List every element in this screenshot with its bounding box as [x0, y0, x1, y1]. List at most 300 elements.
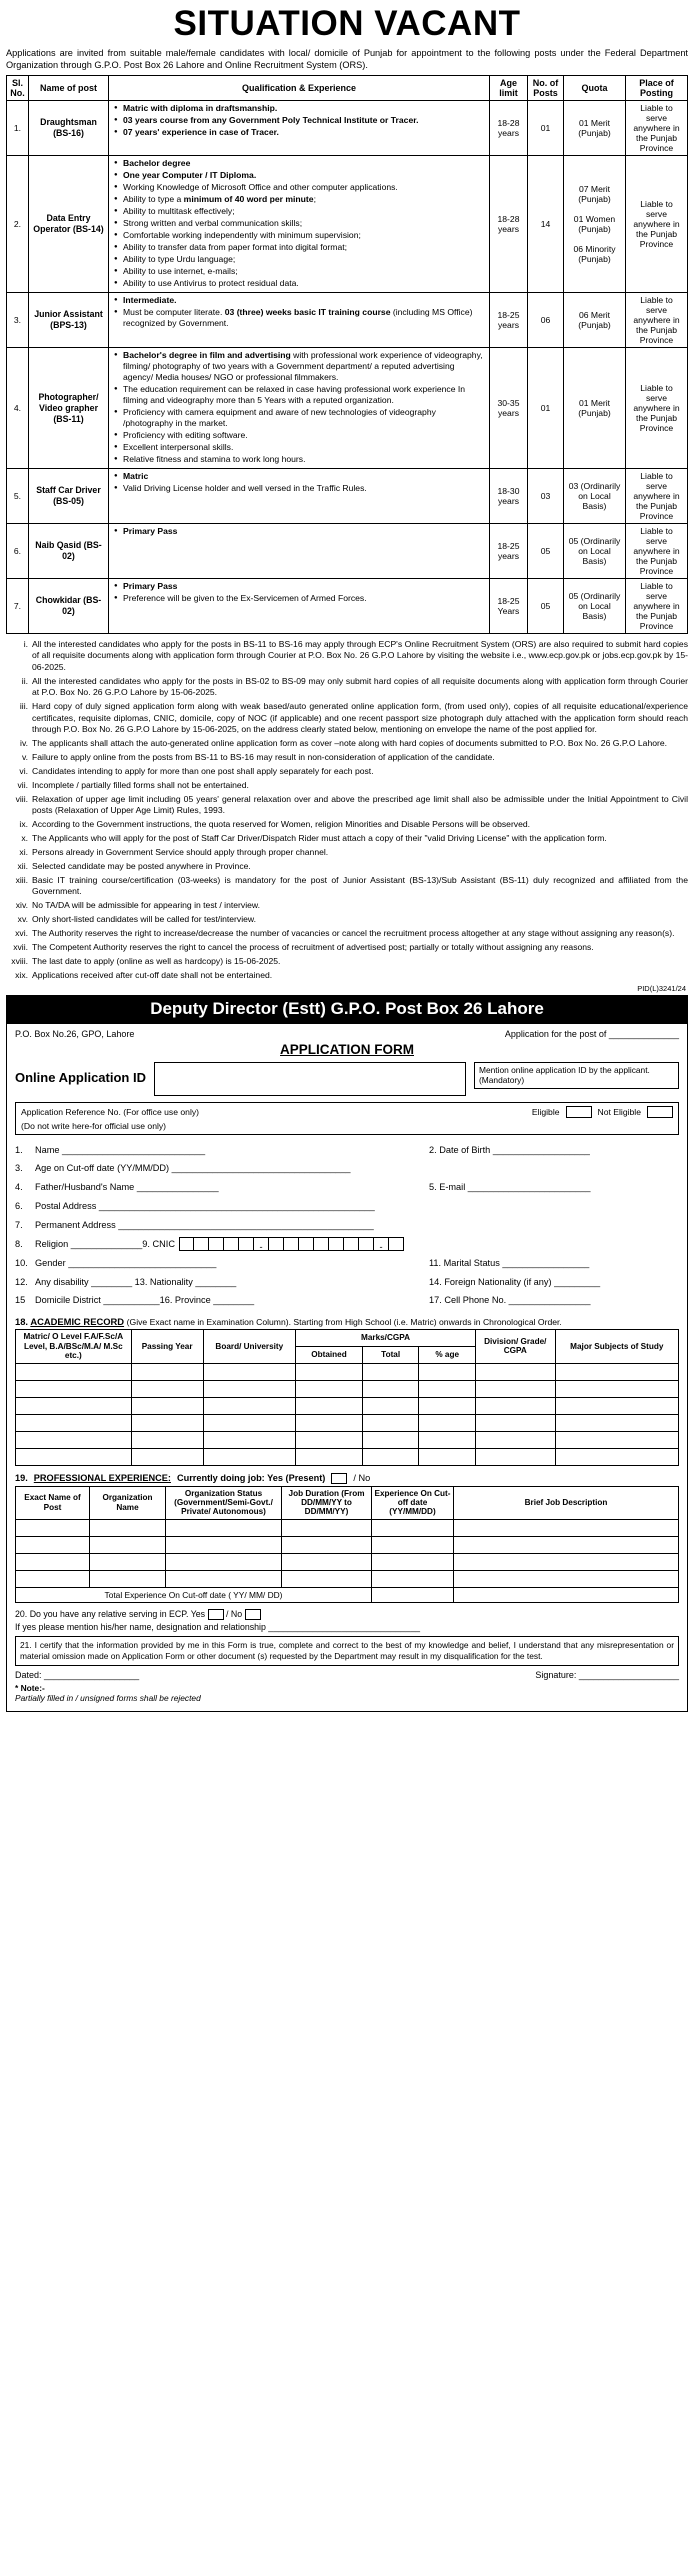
cell-no-of-posts: 01	[528, 101, 564, 156]
cnic-digit-box[interactable]	[329, 1237, 344, 1251]
field-right[interactable]: 17. Cell Phone No. ________________	[429, 1295, 591, 1306]
cell-no-of-posts: 01	[528, 348, 564, 469]
footer-note-label: * Note:-	[15, 1683, 45, 1694]
terms-and-conditions-list	[6, 639, 688, 981]
input-cell[interactable]	[90, 1553, 166, 1570]
qualification-item: ● 03 years course from any Government Poly Technical Institute or Tracer.	[123, 115, 486, 126]
academic-record-number: 18.	[15, 1316, 29, 1328]
condition-item: xiv. No TA/DA will be admissible for appearing in test / interview.	[32, 900, 688, 911]
form-field-row	[15, 1235, 679, 1254]
q20-text: Do you have any relative serving in ECP. Yes	[29, 1608, 206, 1619]
input-cell[interactable]	[296, 1448, 363, 1465]
input-cell[interactable]	[419, 1363, 476, 1380]
total-experience-value[interactable]	[372, 1587, 454, 1602]
field-left[interactable]: Age on Cut-off date (YY/MM/DD) ___________________________________	[35, 1163, 351, 1174]
intro-paragraph: Applications are invited from suitable male/female candidates with local/ domicile of Punjab for appointment to the following posts under the Federal Department Organization through G.P.O. Post Box 26 Lahore and Online Recruitment System (ORS).	[6, 47, 688, 70]
input-cell[interactable]	[419, 1448, 476, 1465]
cell-place-of-posting: Liable to serve anywhere in the Punjab Province	[626, 469, 688, 524]
qualification-item: ● Matric with diploma in draftsmanship.	[123, 103, 486, 114]
cell-post-name: Chowkidar (BS-02)	[29, 579, 109, 634]
qualification-item: ● Intermediate.	[123, 295, 486, 306]
qualification-item: ● Bachelor's degree in film and advertising with professional work experience of videography, filming/ photography of two years with a Government department/ a reputed advertising agency/ Media houses/ NGO or professional filmmakers.	[123, 350, 486, 383]
cell-post-name: Data Entry Operator (BS-14)	[29, 156, 109, 293]
field-left[interactable]: Name ____________________________	[35, 1144, 206, 1155]
input-cell[interactable]	[282, 1570, 372, 1587]
cell-quota: 05 (Ordinarily on Local Basis)	[564, 579, 626, 634]
cell-no-of-posts: 05	[528, 579, 564, 634]
q20-sub: If yes please mention his/her name, designation and relationship _______________________________	[15, 1621, 420, 1632]
col-marks-percentage: % age	[419, 1346, 476, 1363]
certification-text: I certify that the information provided by me in this Form is true, complete and correct to the best of my knowledge and belief, I understand that any misrepresentation or material omission made on Application Form or other document (s) requested by the Department may result in my disqualification for the test.	[20, 1640, 674, 1662]
col-organization-name: Organization Name	[90, 1486, 166, 1519]
academic-row[interactable]	[16, 1448, 679, 1465]
vacancy-table	[6, 75, 688, 634]
cnic-digit-box[interactable]	[299, 1237, 314, 1251]
input-cell[interactable]	[555, 1380, 678, 1397]
condition-item: xii. Selected candidate may be posted anywhere in Province.	[32, 861, 688, 872]
condition-number: xvi.	[15, 927, 28, 938]
cell-age-limit: 18-25 years	[490, 524, 528, 579]
table-row	[7, 293, 688, 348]
cell-quota: 03 (Ordinarily on Local Basis)	[564, 469, 626, 524]
field-left[interactable]: Any disability ________ 13. Nationality ________	[35, 1276, 237, 1287]
experience-row[interactable]	[16, 1536, 679, 1553]
condition-item: xix. Applications received after cut-off date shall not be entertained.	[32, 970, 688, 981]
academic-row[interactable]	[16, 1431, 679, 1448]
input-cell[interactable]	[296, 1397, 363, 1414]
qualification-item: ● Preference will be given to the Ex-Servicemen of Armed Forces.	[123, 593, 486, 604]
cell-sl-no: 4.	[7, 348, 29, 469]
condition-item: viii. Relaxation of upper age limit including 05 years' general relaxation over and above the prescribed age limit shall also be admissible under the Initial Appointment to Civil posts (Relaxation of Upper Age Limit) Rules, 1993.	[32, 794, 688, 817]
input-cell[interactable]	[362, 1380, 419, 1397]
condition-number: xi.	[19, 846, 28, 857]
condition-number: ix.	[19, 818, 28, 829]
col-board-university: Board/ University	[203, 1330, 296, 1363]
page-title: SITUATION VACANT	[173, 4, 521, 43]
cnic-dash: -	[254, 1237, 269, 1251]
input-cell[interactable]	[475, 1414, 555, 1431]
field-right[interactable]: 5. E-mail ________________________	[429, 1182, 591, 1193]
condition-item: xv. Only short-listed candidates will be called for test/interview.	[32, 914, 688, 925]
input-cell[interactable]	[372, 1519, 454, 1536]
input-cell[interactable]	[419, 1397, 476, 1414]
qualification-item: ● Excellent interpersonal skills.	[123, 442, 486, 453]
condition-number: i.	[23, 639, 28, 650]
cell-age-limit: 18-28 years	[490, 156, 528, 293]
input-cell[interactable]	[475, 1397, 555, 1414]
experience-row[interactable]	[16, 1519, 679, 1536]
input-cell[interactable]	[16, 1414, 132, 1431]
condition-item: ii. All the interested candidates who apply for the posts in BS-02 to BS-09 may only submit hard copies of all requisite documents along with application form through Courier at P.O. Box No. 26 G.P.O Lahore by 15-06-2025.	[32, 676, 688, 699]
field-right[interactable]: 11. Marital Status _________________	[429, 1257, 590, 1268]
input-cell[interactable]	[131, 1397, 203, 1414]
not-eligible-checkbox[interactable]	[647, 1106, 673, 1118]
field-left[interactable]: Father/Husband's Name ________________	[35, 1182, 219, 1193]
input-cell[interactable]	[555, 1397, 678, 1414]
input-cell[interactable]	[16, 1431, 132, 1448]
input-cell[interactable]	[203, 1431, 296, 1448]
cell-qualification	[109, 524, 490, 579]
col-marks-obtained: Obtained	[296, 1346, 363, 1363]
condition-number: x.	[21, 832, 28, 843]
input-cell[interactable]	[16, 1397, 132, 1414]
col-no-of-posts: No. of Posts	[528, 76, 564, 101]
input-cell[interactable]	[419, 1414, 476, 1431]
field-left[interactable]: Permanent Address __________________________________________________	[35, 1219, 374, 1230]
col-qualification: Qualification & Experience	[109, 76, 490, 101]
cell-age-limit: 18-30 years	[490, 469, 528, 524]
input-cell[interactable]	[372, 1536, 454, 1553]
cell-no-of-posts: 03	[528, 469, 564, 524]
input-cell[interactable]	[419, 1431, 476, 1448]
condition-item: xviii. The last date to apply (online as well as hardcopy) is 15-06-2025.	[32, 956, 688, 967]
cnic-digit-box[interactable]	[284, 1237, 299, 1251]
professional-experience-heading	[15, 1473, 679, 1484]
input-cell[interactable]	[131, 1363, 203, 1380]
input-cell[interactable]	[16, 1363, 132, 1380]
condition-number: xv.	[17, 913, 28, 924]
cell-sl-no: 2.	[7, 156, 29, 293]
field-number: 8.	[15, 1238, 23, 1249]
col-passing-year: Passing Year	[131, 1330, 203, 1363]
cell-place-of-posting: Liable to serve anywhere in the Punjab Province	[626, 156, 688, 293]
qualification-item: ● Primary Pass	[123, 526, 486, 537]
col-name-of-post: Name of post	[29, 76, 109, 101]
field-number: 7.	[15, 1219, 23, 1230]
input-cell[interactable]	[16, 1519, 90, 1536]
cell-post-name: Staff Car Driver (BS-05)	[29, 469, 109, 524]
cell-qualification	[109, 101, 490, 156]
cell-post-name: Photographer/ Video grapher (BS-11)	[29, 348, 109, 469]
col-major-subjects: Major Subjects of Study	[555, 1330, 678, 1363]
currently-doing-job-checkbox[interactable]	[331, 1473, 347, 1484]
input-cell[interactable]	[16, 1570, 90, 1587]
qualification-item: ● Valid Driving License holder and well versed in the Traffic Rules.	[123, 483, 486, 494]
cnic-digit-box[interactable]	[239, 1237, 254, 1251]
qualification-item: ● Ability to multitask effectively;	[123, 206, 486, 217]
input-cell[interactable]	[166, 1519, 282, 1536]
form-field-row	[15, 1216, 679, 1235]
cnic-digit-box[interactable]	[179, 1237, 194, 1251]
currently-doing-job-label: Currently doing job: Yes (Present)	[176, 1473, 326, 1483]
condition-item: iv. The applicants shall attach the auto-generated online application form as cover –note along with hard copies of documents submitted to P.O. Box No. 26 G.P.O Lahore.	[32, 738, 688, 749]
academic-record-label: ACADEMIC RECORD	[30, 1316, 125, 1328]
cell-age-limit: 18-28 years	[490, 101, 528, 156]
condition-number: vi.	[19, 765, 28, 776]
q20-number: 20.	[15, 1608, 28, 1619]
input-cell[interactable]	[203, 1363, 296, 1380]
condition-number: xiii.	[15, 874, 28, 885]
input-cell[interactable]	[296, 1363, 363, 1380]
col-marks-total: Total	[362, 1346, 419, 1363]
qualification-item: ● Comfortable working independently with minimum supervision;	[123, 230, 486, 241]
cnic-digit-box[interactable]	[209, 1237, 224, 1251]
cell-place-of-posting: Liable to serve anywhere in the Punjab Province	[626, 579, 688, 634]
input-cell[interactable]	[296, 1380, 363, 1397]
table-header-row	[7, 76, 688, 101]
input-cell[interactable]	[282, 1519, 372, 1536]
col-age-limit: Age limit	[490, 76, 528, 101]
input-cell[interactable]	[362, 1431, 419, 1448]
input-cell[interactable]	[454, 1553, 679, 1570]
certification-number: 21.	[20, 1640, 32, 1651]
total-experience-extra[interactable]	[454, 1587, 679, 1602]
application-reference-block	[15, 1102, 679, 1135]
condition-item: xvi. The Authority reserves the right to increase/decrease the number of vacancies or cancel the recruitment process altogether at any stage without assigning any reason(s).	[32, 928, 688, 939]
online-application-id-note: Mention online application ID by the applicant. (Mandatory)	[474, 1062, 679, 1089]
signature-field[interactable]: Signature: ____________________	[535, 1670, 679, 1681]
qualification-item: ● One year Computer / IT Diploma.	[123, 170, 486, 181]
condition-item: iii. Hard copy of duly signed application form along with weak based/auto generated online application form, (from used only), copies of all requisite educational/experience certificates, requisite diplomas, CNIC, domicile, copy of NOC (if applicable) and one recent passport size photograph duly attached with the application form should reach through P.O. Box No. 26 G.P.O Lahore by 15-06-2025, on the address clearly stated below, mentioning on envelope the name of the post applied for.	[32, 701, 688, 735]
field-number: 12.	[15, 1276, 28, 1287]
application-reference-label: Application Reference No. (For office use only)	[21, 1106, 200, 1117]
cell-sl-no: 5.	[7, 469, 29, 524]
condition-number: xii.	[17, 860, 28, 871]
table-row	[7, 156, 688, 293]
cell-age-limit: 18-25 Years	[490, 579, 528, 634]
input-cell[interactable]	[203, 1414, 296, 1431]
pid-reference-code: PID(L)3241/24	[637, 983, 686, 993]
col-organization-status: Organization Status (Government/Semi-Govt./ Private/ Autonomous)	[166, 1486, 282, 1519]
input-cell[interactable]	[475, 1380, 555, 1397]
form-field-row	[15, 1197, 679, 1216]
field-left[interactable]: Domicile District ___________16. Province ________	[35, 1295, 255, 1306]
input-cell[interactable]	[475, 1363, 555, 1380]
q20-no: / No	[226, 1608, 243, 1619]
qualification-item: ● Proficiency with editing software.	[123, 430, 486, 441]
col-division-grade: Division/ Grade/ CGPA	[475, 1330, 555, 1363]
qualification-item: ● Matric	[123, 471, 486, 482]
address-bar: Deputy Director (Estt) G.P.O. Post Box 26 Lahore	[6, 995, 688, 1024]
qualification-item: ● Must be computer literate. 03 (three) weeks basic IT training course (including MS Office) recognized by Government.	[123, 307, 486, 329]
academic-row[interactable]	[16, 1380, 679, 1397]
form-field-row	[15, 1159, 679, 1178]
input-cell[interactable]	[296, 1414, 363, 1431]
academic-record-table	[15, 1329, 679, 1465]
input-cell[interactable]	[362, 1448, 419, 1465]
input-cell[interactable]	[90, 1570, 166, 1587]
table-row	[7, 469, 688, 524]
application-form	[6, 1024, 688, 1713]
cell-no-of-posts: 05	[528, 524, 564, 579]
col-job-duration: Job Duration (From DD/MM/YY to DD/MM/YY)	[282, 1486, 372, 1519]
cell-place-of-posting: Liable to serve anywhere in the Punjab Province	[626, 348, 688, 469]
field-left[interactable]: Gender _____________________________	[35, 1257, 217, 1268]
input-cell[interactable]	[296, 1431, 363, 1448]
input-cell[interactable]	[16, 1536, 90, 1553]
qualification-item: ● Ability to use internet, e-mails;	[123, 266, 486, 277]
professional-experience-label: PROFESSIONAL EXPERIENCE:	[33, 1473, 171, 1483]
condition-item: v. Failure to apply online from the posts from BS-11 to BS-16 may result in non-consideration of application of the candidate.	[32, 752, 688, 763]
experience-row[interactable]	[16, 1570, 679, 1587]
condition-number: xix.	[15, 969, 28, 980]
academic-record-sub: (Give Exact name in Examination Column). Starting from High School (i.e. Matric) onwards in Chronological Order.	[126, 1317, 562, 1328]
currently-doing-job-no: / No	[353, 1473, 371, 1483]
input-cell[interactable]	[362, 1414, 419, 1431]
input-cell[interactable]	[166, 1536, 282, 1553]
condition-item: vi. Candidates intending to apply for more than one post shall apply separately for each post.	[32, 766, 688, 777]
input-cell[interactable]	[131, 1380, 203, 1397]
field-left[interactable]: Postal Address ______________________________________________________	[35, 1201, 375, 1212]
cnic-digit-box[interactable]	[314, 1237, 329, 1251]
field-left[interactable]: Religion ______________9. CNIC - -	[35, 1235, 679, 1254]
online-application-id-input[interactable]	[154, 1062, 466, 1096]
input-cell[interactable]	[555, 1448, 678, 1465]
footer-note-text: Partially filled in / unsigned forms shall be rejected	[15, 1693, 201, 1704]
form-field-row	[15, 1291, 679, 1310]
qualification-item: ● Ability to use Antivirus to protect residual data.	[123, 278, 486, 289]
condition-item: ix. According to the Government instructions, the quota reserved for Women, religion Minorities and Disable Persons will be observed.	[32, 819, 688, 830]
condition-number: ii.	[21, 675, 28, 686]
field-right[interactable]: 2. Date of Birth ___________________	[429, 1144, 590, 1155]
office-use-note: (Do not write here-for official use only)	[21, 1120, 167, 1131]
condition-number: xvii.	[13, 941, 28, 952]
input-cell[interactable]	[555, 1363, 678, 1380]
condition-number: v.	[21, 751, 28, 762]
cnic-digit-box[interactable]	[344, 1237, 359, 1251]
certification-statement	[15, 1636, 679, 1666]
q20-no-checkbox[interactable]	[245, 1609, 261, 1620]
input-cell[interactable]	[90, 1519, 166, 1536]
input-cell[interactable]	[16, 1553, 90, 1570]
qualification-item: ● Relative fitness and stamina to work long hours.	[123, 454, 486, 465]
personal-details-fields	[15, 1141, 679, 1311]
condition-number: xiv.	[15, 899, 28, 910]
cell-qualification	[109, 469, 490, 524]
field-number: 15	[15, 1295, 26, 1306]
cell-quota: 06 Merit (Punjab)	[564, 293, 626, 348]
cnic-digit-box[interactable]	[224, 1237, 239, 1251]
cell-sl-no: 1.	[7, 101, 29, 156]
input-cell[interactable]	[131, 1414, 203, 1431]
cell-place-of-posting: Liable to serve anywhere in the Punjab Province	[626, 524, 688, 579]
cell-quota: 01 Merit (Punjab)	[564, 101, 626, 156]
cnic-digit-box[interactable]	[359, 1237, 374, 1251]
input-cell[interactable]	[16, 1448, 132, 1465]
col-qualification-level: Matric/ O Level F.A/F.Sc/A Level, B.A/BSc/M.A/ M.Sc etc.)	[16, 1330, 132, 1363]
online-application-id-label: Online Application ID	[15, 1069, 146, 1085]
table-row	[7, 524, 688, 579]
application-form-title: APPLICATION FORM	[280, 1041, 414, 1057]
input-cell[interactable]	[203, 1397, 296, 1414]
cnic-input[interactable]	[179, 1237, 404, 1251]
input-cell[interactable]	[372, 1570, 454, 1587]
qualification-item: ● Primary Pass	[123, 581, 486, 592]
input-cell[interactable]	[475, 1448, 555, 1465]
input-cell[interactable]	[555, 1414, 678, 1431]
qualification-item: ● Proficiency with camera equipment and aware of new technologies of videography /photography in the market.	[123, 407, 486, 429]
cnic-digit-box[interactable]	[389, 1237, 404, 1251]
condition-item: xvii. The Competent Authority reserves the right to cancel the process of recruitment of advertised post; partially or totally without assigning any reasons.	[32, 942, 688, 953]
input-cell[interactable]	[419, 1380, 476, 1397]
input-cell[interactable]	[203, 1448, 296, 1465]
col-sl-no: Sl. No.	[7, 76, 29, 101]
qualification-item: ● 07 years' experience in case of Tracer.	[123, 127, 486, 138]
input-cell[interactable]	[282, 1536, 372, 1553]
qualification-item: ● Bachelor degree	[123, 158, 486, 169]
academic-row[interactable]	[16, 1397, 679, 1414]
cell-qualification	[109, 293, 490, 348]
cell-qualification	[109, 348, 490, 469]
eligible-label: Eligible	[531, 1106, 560, 1117]
qualification-item: ● The education requirement can be relaxed in case having professional work experience In filming and videography more than 5 Years with a reputed organization.	[123, 384, 486, 406]
academic-row[interactable]	[16, 1414, 679, 1431]
cell-sl-no: 7.	[7, 579, 29, 634]
professional-experience-table	[15, 1486, 679, 1603]
form-left-address: P.O. Box No.26, GPO, Lahore	[15, 1028, 135, 1039]
academic-row[interactable]	[16, 1363, 679, 1380]
input-cell[interactable]	[362, 1363, 419, 1380]
input-cell[interactable]	[166, 1570, 282, 1587]
table-row	[7, 101, 688, 156]
cell-quota: 07 Merit (Punjab) 01 Women (Punjab) 06 Minority (Punjab)	[564, 156, 626, 293]
col-quota: Quota	[564, 76, 626, 101]
q20-yes-checkbox[interactable]	[208, 1609, 224, 1620]
qualification-item: ● Ability to transfer data from paper format into digital format;	[123, 242, 486, 253]
input-cell[interactable]	[131, 1448, 203, 1465]
input-cell[interactable]	[475, 1431, 555, 1448]
table-row	[7, 348, 688, 469]
cell-sl-no: 6.	[7, 524, 29, 579]
input-cell[interactable]	[454, 1536, 679, 1553]
input-cell[interactable]	[555, 1431, 678, 1448]
form-field-row	[15, 1254, 679, 1273]
field-right[interactable]: 14. Foreign Nationality (if any) _________	[429, 1276, 601, 1287]
qualification-item: ● Working Knowledge of Microsoft Office and other computer applications.	[123, 182, 486, 193]
not-eligible-label: Not Eligible	[597, 1106, 641, 1117]
condition-number: iii.	[19, 701, 28, 712]
dated-field[interactable]: Dated: ___________________	[15, 1670, 140, 1681]
cnic-digit-box[interactable]	[194, 1237, 209, 1251]
eligible-checkbox[interactable]	[566, 1106, 592, 1118]
field-number: 10.	[15, 1257, 28, 1268]
condition-item: xiii. Basic IT training course/certification (03-weeks) is mandatory for the post of Junior Assistant (BS-13)/Sub Assistant (BS-11) duly recognized and affiliated from the Government.	[32, 875, 688, 898]
qualification-item: ● Ability to type Urdu language;	[123, 254, 486, 265]
input-cell[interactable]	[454, 1570, 679, 1587]
form-field-row	[15, 1178, 679, 1197]
input-cell[interactable]	[16, 1380, 132, 1397]
cnic-digit-box[interactable]	[269, 1237, 284, 1251]
cell-no-of-posts: 06	[528, 293, 564, 348]
cell-age-limit: 18-25 years	[490, 293, 528, 348]
input-cell[interactable]	[372, 1553, 454, 1570]
academic-record-heading	[15, 1316, 679, 1327]
field-number: 6.	[15, 1201, 23, 1212]
col-experience-cutoff: Experience On Cut-off date (YY/MM/DD)	[372, 1486, 454, 1519]
cell-place-of-posting: Liable to serve anywhere in the Punjab Province	[626, 101, 688, 156]
condition-item: xi. Persons already in Government Service should apply through proper channel.	[32, 847, 688, 858]
condition-number: vii.	[17, 779, 28, 790]
cell-qualification	[109, 579, 490, 634]
qualification-item: ● Strong written and verbal communication skills;	[123, 218, 486, 229]
col-brief-job-description: Brief Job Description	[454, 1486, 679, 1519]
experience-row[interactable]	[16, 1553, 679, 1570]
condition-number: viii.	[15, 793, 28, 804]
condition-item: vii. Incomplete / partially filled forms shall not be entertained.	[32, 780, 688, 791]
total-experience-label: Total Experience On Cut-off date ( YY/ MM/ DD)	[16, 1587, 372, 1602]
input-cell[interactable]	[454, 1519, 679, 1536]
cell-qualification	[109, 156, 490, 293]
input-cell[interactable]	[362, 1397, 419, 1414]
input-cell[interactable]	[131, 1431, 203, 1448]
professional-experience-number: 19.	[15, 1473, 28, 1483]
condition-item: i. All the interested candidates who apply for the posts in BS-11 to BS-16 may apply through ECP's Online Recruitment System (ORS) are also required to submit hard copies of all requisite documents along with application form through Courier at P.O. Box No. 26 G.P.O Lahore by visiting the website i.e., www.ecp.gov.pk or jobs.ecp.gov.pk by 15-06-2025.	[32, 639, 688, 673]
input-cell[interactable]	[90, 1536, 166, 1553]
input-cell[interactable]	[203, 1380, 296, 1397]
input-cell[interactable]	[282, 1553, 372, 1570]
cell-quota: 05 (Ordinarily on Local Basis)	[564, 524, 626, 579]
input-cell[interactable]	[166, 1553, 282, 1570]
